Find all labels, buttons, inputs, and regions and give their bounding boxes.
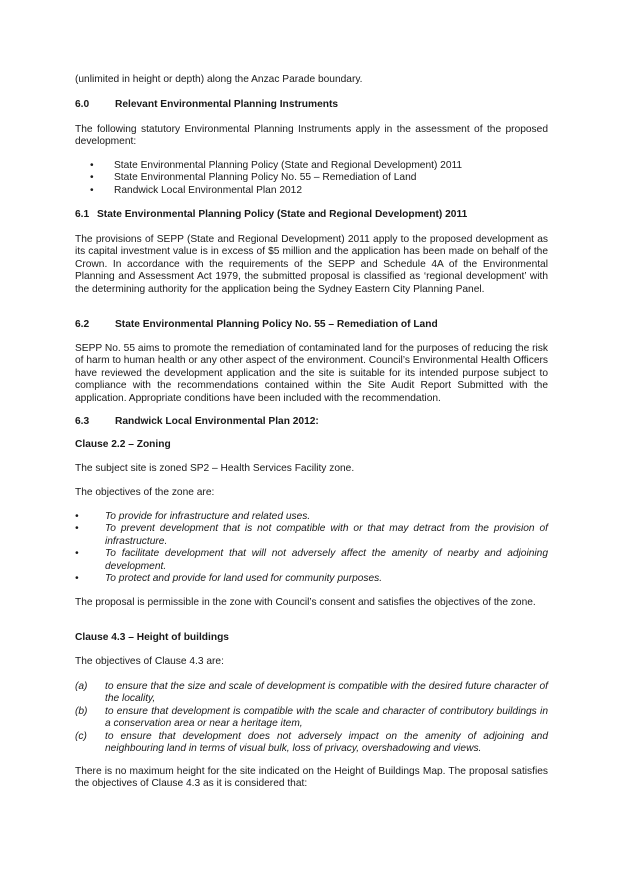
section-6-2-heading: [75, 319, 438, 331]
item-label: (c): [75, 730, 87, 742]
height-objectives-list: [75, 681, 548, 755]
list-item: [75, 681, 548, 706]
section-6-0-intro: The following statutory Environmental Planning Instruments apply in the assessment of the proposed development:: [75, 124, 548, 148]
list-item: • State Environmental Planning Policy (State and Regional Development) 2011: [75, 160, 548, 172]
section-title: State Environmental Planning Policy No. 55 – Remediation of Land: [115, 319, 438, 330]
intro-line: (unlimited in height or depth) along the Anzac Parade boundary.: [75, 74, 363, 85]
item-text: to ensure that development is compatible with the scale and character of contributory buildings in a conservation area or near a heritage item,: [105, 705, 548, 730]
zoning-statement: The subject site is zoned SP2 – Health Services Facility zone.: [75, 463, 355, 474]
section-6-1-heading: [75, 209, 467, 221]
item-label: (a): [75, 681, 88, 692]
list-item: • To prevent development that is not compatible with or that may detract from the provision of infrastructure.: [75, 523, 548, 548]
list-item: [75, 706, 548, 731]
height-conclusion: There is no maximum height for the site indicated on the Height of Buildings Map. The proposal satisfies the objectives of Clause 4.3 as it is considered that:: [75, 766, 548, 790]
list-item: • To facilitate development that will not adversely affect the amenity of nearby and adjoining development.: [75, 548, 548, 573]
item-text: to ensure that the size and scale of development is compatible with the desired future character of the locality,: [105, 681, 548, 705]
list-item: • State Environmental Planning Policy No. 55 – Remediation of Land: [75, 172, 548, 184]
list-item: • Randwick Local Environmental Plan 2012: [75, 185, 548, 197]
height-objectives-intro: The objectives of Clause 4.3 are:: [75, 656, 224, 667]
section-6-0-heading: [75, 99, 338, 111]
section-title: Randwick Local Environmental Plan 2012:: [115, 416, 319, 427]
item-label: (b): [75, 705, 88, 717]
zone-objectives-list: [75, 511, 548, 585]
section-number: 6.2: [75, 319, 90, 330]
section-6-3-heading: [75, 416, 319, 428]
zone-conclusion: The proposal is permissible in the zone with Council’s consent and satisfies the objectives of the zone.: [75, 597, 536, 608]
section-6-1-body: The provisions of SEPP (State and Regional Development) 2011 apply to the proposed development as its capital investment value is in excess of $5 million and the application has been made on behalf of the Crown. In accordance with the requirements of the SEPP and Schedule 4A of the Environmental Planning and Assessment Act 1979, the submitted proposal is classified as ‘regional development’ with the determining authority for the application being the Sydney Eastern City Planning Panel.: [75, 234, 548, 295]
list-item: • To protect and provide for land used for community purposes.: [75, 573, 548, 585]
zone-objectives-intro: The objectives of the zone are:: [75, 487, 215, 498]
section-6-2-body: SEPP No. 55 aims to promote the remediation of contaminated land for the purposes of reducing the risk of harm to human health or any other aspect of the environment. Council’s Environmental Health Officers have reviewed the development application and the site is suitable for its intended purpose subject to compliance with the recommendations contained within the Site Audit Report Submitted with the application. Appropriate conditions have been included with the recommendation.: [75, 343, 548, 404]
section-number: 6.0: [75, 99, 90, 110]
list-item: [75, 731, 548, 756]
clause-4-3-heading: Clause 4.3 – Height of buildings: [75, 632, 229, 643]
clause-2-2-heading: Clause 2.2 – Zoning: [75, 439, 171, 450]
list-item: • To provide for infrastructure and related uses.: [75, 511, 548, 523]
section-title: State Environmental Planning Policy (State and Regional Development) 2011: [97, 209, 468, 220]
section-title: Relevant Environmental Planning Instruments: [115, 99, 339, 110]
instrument-list: [75, 160, 548, 197]
section-number: 6.1: [75, 209, 90, 220]
item-text: to ensure that development does not adversely impact on the amenity of adjoining and neighbouring land in terms of visual bulk, loss of privacy, overshadowing and views.: [105, 730, 548, 755]
section-number: 6.3: [75, 416, 90, 427]
